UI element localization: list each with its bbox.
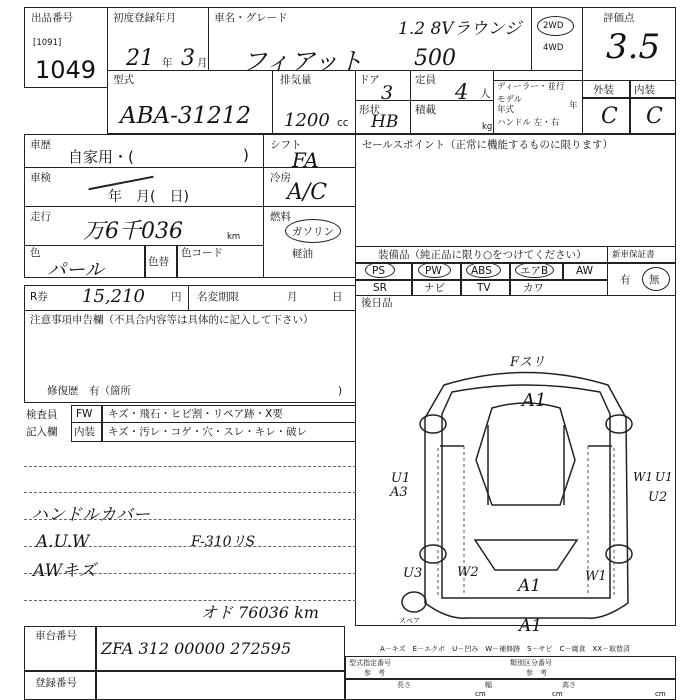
chassis-label: 車台番号	[35, 630, 77, 642]
length-label: 長さ	[397, 681, 411, 689]
spare-label: スペア	[399, 617, 420, 625]
type-cert-reference: 参 考	[364, 669, 385, 677]
equipment-col-4	[562, 262, 564, 279]
model-code-value: ABA-31212	[120, 103, 252, 129]
interior-grade: C	[646, 104, 663, 129]
equipment-rule-2	[355, 279, 608, 281]
ps-circle-mark	[365, 262, 395, 278]
equipment-label: 装備品（純正品に限り○をつけてください）	[378, 249, 587, 261]
exterior-grade: C	[601, 104, 618, 129]
mileage-unit: km	[227, 232, 241, 242]
fuel-label: 燃料	[270, 211, 291, 223]
front-mark: Fスリ	[510, 355, 546, 370]
note-4: F-310リS	[191, 534, 256, 550]
chassis-value: ZFA 312 00000 272595	[101, 639, 292, 658]
inspector-divider	[101, 405, 103, 442]
load-unit: kg	[482, 122, 493, 132]
type-cert-divider	[345, 678, 676, 680]
first-registration-label: 初度登録年月	[113, 12, 176, 24]
doors-label: ドア	[359, 74, 380, 86]
history-box	[24, 134, 264, 168]
color-label: 色	[30, 247, 41, 259]
ac-value: A/C	[287, 180, 328, 205]
displacement-unit: cc	[337, 117, 349, 129]
doors-value: 3	[381, 82, 394, 104]
diagram-mark-w1-left: W1	[633, 470, 653, 484]
width-label: 幅	[485, 681, 492, 689]
period-label: 名変期限	[197, 291, 239, 303]
diagram-mark-a1-bottom: A1	[519, 616, 543, 636]
airbag-circle-mark	[515, 262, 554, 278]
repaint-label: 色替	[148, 256, 169, 268]
equipment-abs: ABS	[471, 265, 492, 277]
diagram-mark-a1-rear: A1	[518, 576, 542, 596]
history-close: )	[243, 146, 249, 164]
equipment-sr: SR	[373, 282, 387, 294]
diagram-mark-a3-left: A3	[390, 485, 408, 500]
equipment-col-3	[509, 262, 511, 296]
lot-code: [1091]	[33, 38, 62, 48]
inspection-value: 年 月( 日)	[108, 189, 189, 205]
equipment-col-1	[411, 262, 413, 296]
drive-4wd: 4WD	[543, 43, 564, 53]
shift-label: シフト	[270, 139, 302, 151]
warranty-yes: 有	[620, 274, 631, 286]
ac-label: 冷房	[270, 172, 291, 184]
inspector-label-2: 記入欄	[26, 426, 58, 438]
first-registration-year: 21	[126, 46, 154, 71]
interior-label: 内装	[634, 84, 655, 96]
period-month: 月	[287, 291, 298, 303]
note-line-1	[24, 466, 356, 467]
mileage-value: 万6千036	[83, 219, 183, 244]
inspector-label-1: 検査員	[26, 409, 58, 421]
month-unit: 月	[197, 57, 208, 69]
score-label: 評価点	[603, 12, 635, 24]
grade-value: 1.2 8Vラウンジ	[398, 19, 522, 39]
exterior-label: 外装	[593, 84, 614, 96]
class-reference: 参 考	[526, 669, 547, 677]
lot-number-label: 出品番号	[31, 12, 73, 24]
equipment-airbag: エアB	[520, 265, 549, 277]
diagram-mark-w1-right: W1	[585, 569, 607, 584]
type-cert-label: 型式指定番号	[349, 659, 391, 667]
shift-value: FA	[292, 148, 319, 172]
color-value: パール	[47, 259, 104, 281]
class-label: 類別区分番号	[510, 659, 552, 667]
diagram-mark-u1-left: U1	[391, 471, 411, 486]
length-unit: cm	[475, 690, 486, 698]
notes-label: 注意事項申告欄（不具合内容等は具体的に記入して下さい）	[30, 314, 314, 326]
displacement-label: 排気量	[280, 74, 312, 86]
mileage-label: 走行	[30, 211, 51, 223]
color-divider	[144, 245, 146, 278]
inspector-row-2-tag: 内装	[74, 426, 95, 438]
note-3: AWキズ	[33, 561, 96, 581]
car-name-label: 車名・グレード	[214, 12, 288, 24]
history-value: 自家用・(	[68, 148, 134, 166]
capacity-label: 定員	[415, 74, 436, 86]
model-code-label: 型式	[113, 74, 134, 86]
height-unit: cm	[655, 690, 666, 698]
fuel-diesel: 軽油	[292, 248, 313, 260]
sales-point-label: セールスポイント（正常に機能するものに限ります）	[362, 139, 614, 151]
inspector-row-2-text: キズ・汚レ・コゲ・穴・スレ・キレ・破レ	[108, 426, 308, 438]
warranty-no: 無	[649, 274, 660, 286]
score-value: 3.5	[606, 27, 661, 67]
recycle-value: 15,210	[82, 286, 145, 307]
diagram-mark-u2-right: U2	[648, 490, 668, 505]
load-label: 積載	[415, 104, 436, 116]
back-seat-label: 後日品	[361, 297, 393, 309]
equipment-col-2	[460, 262, 462, 296]
note-5: オド 76036 km	[201, 603, 319, 622]
equipment-leather: カワ	[523, 282, 544, 294]
lot-number: 1049	[35, 56, 97, 84]
diagram-mark-u3: U3	[403, 566, 423, 581]
model-year-label-1: モデル	[497, 95, 523, 105]
model-year-unit: 年	[569, 101, 578, 111]
exterior-interior-rule	[582, 97, 676, 99]
recycle-unit: 円	[171, 291, 182, 303]
exterior-interior-divider	[629, 80, 631, 134]
color-code-divider	[176, 245, 178, 278]
inspection-label: 車検	[30, 172, 51, 184]
diagram-mark-a1-top: A1	[522, 390, 547, 411]
diagram-mark-u1-right: U1	[655, 470, 673, 484]
inspector-row-1-text: キズ・飛石・ヒビ割・リペア跡・X要	[108, 408, 283, 420]
registration-label: 登録番号	[35, 677, 77, 689]
period-day: 日	[332, 291, 343, 303]
color-code-label: 色コード	[181, 247, 223, 259]
equipment-ps: PS	[372, 265, 385, 277]
model-number-value: 500	[414, 46, 456, 71]
inspector-row-1-tag: FW	[76, 408, 93, 420]
warranty-circle-mark	[642, 267, 670, 291]
capacity-unit: 人	[480, 88, 491, 100]
pw-circle-mark	[418, 262, 451, 278]
note-2: A.U.W	[36, 532, 90, 552]
abs-circle-mark	[466, 262, 501, 278]
repair-label: 修復歴 有（箇所	[47, 385, 131, 397]
shape-label: 形状	[359, 104, 380, 116]
year-unit: 年	[162, 57, 173, 69]
fuel-gasoline: ガソリン	[292, 226, 334, 238]
warranty-rule	[607, 262, 676, 264]
note-line-2	[24, 492, 356, 493]
warranty-label: 新車保証書	[612, 250, 655, 260]
equipment-pw: PW	[425, 265, 442, 277]
shape-value: HB	[371, 112, 399, 132]
model-year-label-2: 年式	[497, 105, 515, 115]
handle-label: ハンドル 左・右	[497, 118, 560, 128]
drive-2wd: 2WD	[543, 21, 564, 31]
history-label: 車歴	[30, 139, 51, 151]
car-name-value: フィアット	[242, 47, 364, 76]
equipment-navi: ナビ	[424, 282, 445, 294]
dealer-label: ディーラー・並行	[497, 82, 565, 92]
width-unit: cm	[552, 690, 563, 698]
recycle-label: R券	[30, 291, 48, 303]
repair-close: )	[338, 385, 343, 397]
damage-legend: A－キズ E－エクボ U－凹み W－補修跡 S－サビ C－腐食 XX－取替済	[380, 645, 631, 653]
displacement-value: 1200	[284, 110, 330, 131]
equipment-tv: TV	[477, 282, 491, 294]
capacity-value: 4	[455, 80, 469, 104]
first-registration-month: 3	[181, 46, 195, 71]
equipment-aw: AW	[576, 265, 593, 277]
diagram-mark-w2: W2	[457, 565, 479, 580]
note-1: ハンドルカバー	[31, 505, 150, 525]
height-label: 高さ	[562, 681, 576, 689]
